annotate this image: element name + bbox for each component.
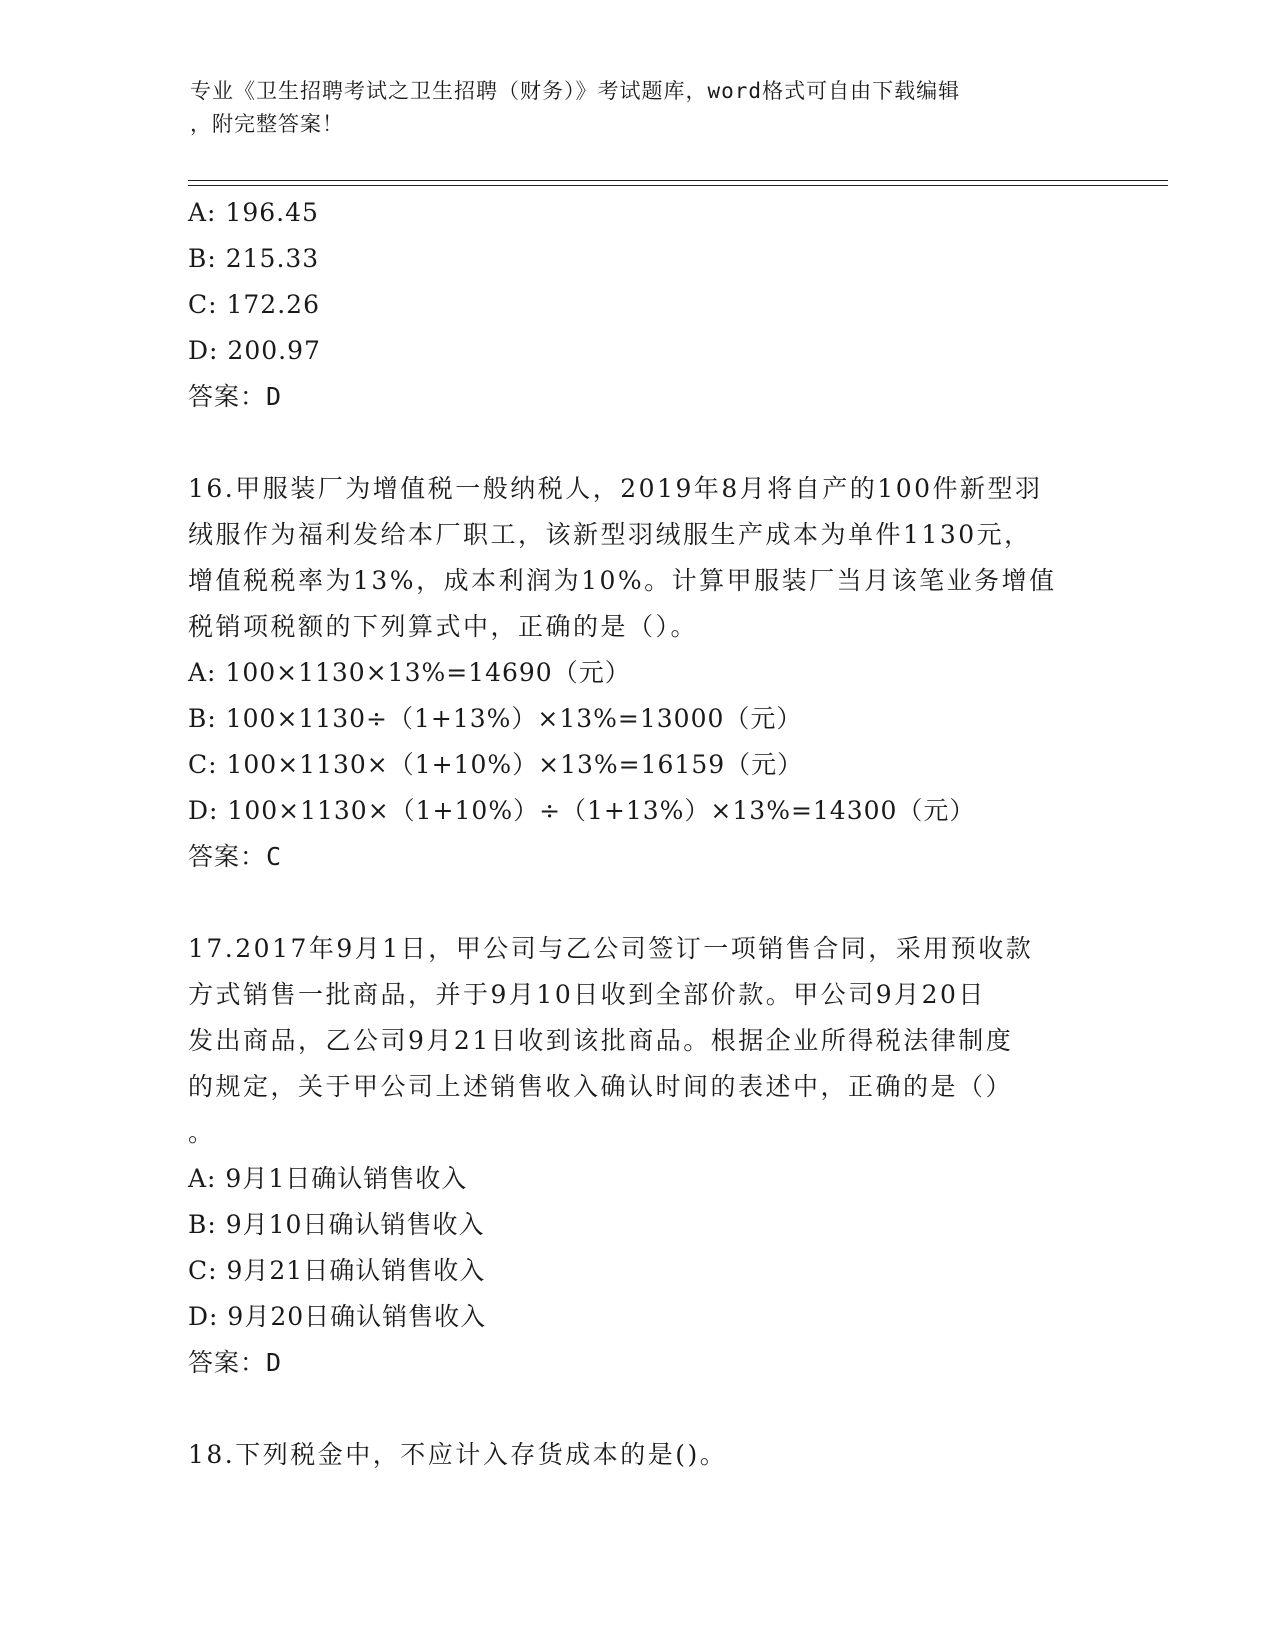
question-text-line: 发出商品，乙公司9月21日收到该批商品。根据企业所得税法律制度 xyxy=(188,1026,1014,1055)
option-d: D: 9月20日确认销售收入 xyxy=(188,1302,487,1331)
header-divider-top xyxy=(188,180,1168,181)
previous-question xyxy=(188,190,1088,420)
question-text-line: 17.2017年9月1日，甲公司与乙公司签订一项销售合同，采用预收款 xyxy=(188,934,1034,963)
question-text-line: 绒服作为福利发给本厂职工，该新型羽绒服生产成本为单件1130元， xyxy=(188,520,1032,549)
option-a: A: 100×1130×13%=14690（元） xyxy=(188,658,631,687)
option-c: C: 100×1130×（1+10%）×13%=16159（元） xyxy=(188,750,804,779)
spacer xyxy=(188,420,1088,466)
document-header xyxy=(190,75,1090,141)
answer: 答案：D xyxy=(188,1348,283,1377)
option-a: A: 196.45 xyxy=(188,198,319,227)
option-b: B: 100×1130÷（1+13%）×13%=13000（元） xyxy=(188,704,803,733)
question-text-line: 税销项税额的下列算式中，正确的是（）。 xyxy=(188,612,699,641)
option-b: B: 9月10日确认销售收入 xyxy=(188,1210,485,1239)
header-line-2: ，附完整答案！ xyxy=(190,112,344,136)
document-body xyxy=(188,190,1088,1478)
option-a: A: 9月1日确认销售收入 xyxy=(188,1164,468,1193)
question-17 xyxy=(188,926,1088,1386)
question-text-line: 16.甲服装厂为增值税一般纳税人，2019年8月将自产的100件新型羽 xyxy=(188,474,1043,503)
answer: 答案：D xyxy=(188,382,283,411)
answer: 答案：C xyxy=(188,842,283,871)
question-text-line: 方式销售一批商品，并于9月10日收到全部价款。甲公司9月20日 xyxy=(188,980,986,1009)
option-d: D: 200.97 xyxy=(188,336,321,365)
option-d: D: 100×1130×（1+10%）÷（1+13%）×13%=14300（元） xyxy=(188,796,976,825)
question-16 xyxy=(188,466,1088,880)
question-text-line: 18.下列税金中，不应计入存货成本的是()。 xyxy=(188,1440,728,1469)
header-line-1: 专业《卫生招聘考试之卫生招聘（财务）》考试题库，word格式可自由下载编辑 xyxy=(190,79,961,103)
question-text-line: 增值税税率为13%，成本利润为10%。计算甲服装厂当月该笔业务增值 xyxy=(188,566,1057,595)
option-c: C: 9月21日确认销售收入 xyxy=(188,1256,486,1285)
option-c: C: 172.26 xyxy=(188,290,320,319)
header-divider-bottom xyxy=(188,185,1168,186)
spacer xyxy=(188,880,1088,926)
question-text-line: 。 xyxy=(188,1118,216,1147)
question-18 xyxy=(188,1432,1088,1478)
spacer xyxy=(188,1386,1088,1432)
option-b: B: 215.33 xyxy=(188,244,320,273)
question-text-line: 的规定，关于甲公司上述销售收入确认时间的表述中，正确的是（） xyxy=(188,1072,1014,1101)
